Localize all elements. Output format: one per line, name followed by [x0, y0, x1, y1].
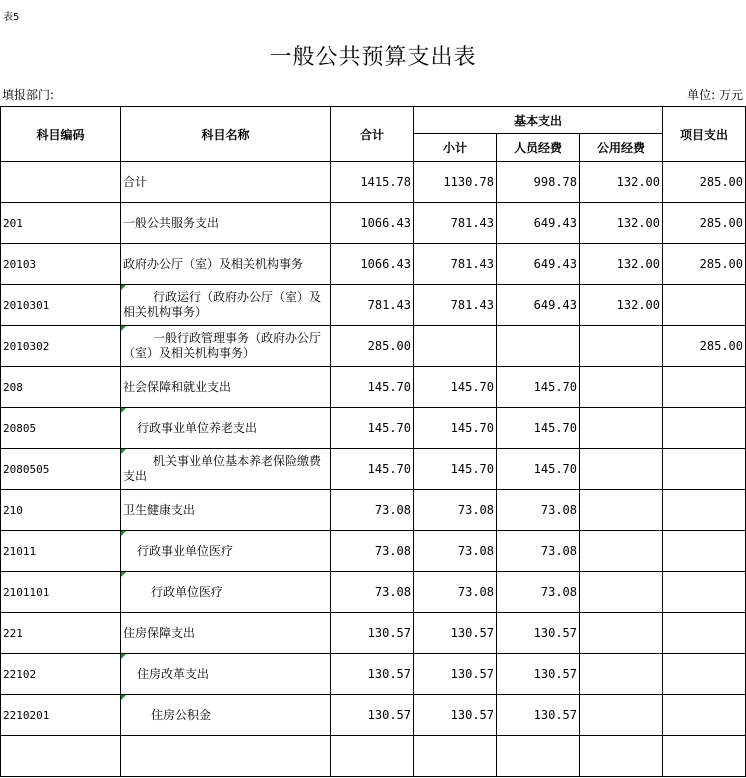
- unit-label: 单位: 万元: [687, 88, 743, 102]
- row-name: 机关事业单位基本养老保险缴费支出: [121, 449, 331, 490]
- row-subtotal: [414, 736, 497, 777]
- row-personnel: 130.57: [497, 613, 580, 654]
- row-public: [580, 326, 663, 367]
- table-row: [1, 244, 746, 285]
- row-total: 1066.43: [331, 203, 414, 244]
- row-name: 行政事业单位养老支出: [121, 408, 331, 449]
- row-project: [663, 490, 746, 531]
- row-public: [580, 572, 663, 613]
- row-subtotal: 73.08: [414, 531, 497, 572]
- row-total: 130.57: [331, 695, 414, 736]
- row-name: 行政单位医疗: [121, 572, 331, 613]
- row-project: [663, 408, 746, 449]
- row-personnel: 649.43: [497, 244, 580, 285]
- row-name: 社会保障和就业支出: [121, 367, 331, 408]
- row-public: 132.00: [580, 285, 663, 326]
- row-code: 21011: [1, 531, 121, 572]
- budget-table: [0, 106, 746, 777]
- row-code: 2101101: [1, 572, 121, 613]
- row-code: 2210201: [1, 695, 121, 736]
- row-personnel: 73.08: [497, 531, 580, 572]
- row-public: [580, 531, 663, 572]
- row-subtotal: [414, 326, 497, 367]
- row-subtotal: 1130.78: [414, 162, 497, 203]
- row-public: 132.00: [580, 203, 663, 244]
- row-project: [663, 367, 746, 408]
- row-personnel: 145.70: [497, 367, 580, 408]
- row-project: 285.00: [663, 162, 746, 203]
- row-total: [331, 736, 414, 777]
- row-project: [663, 613, 746, 654]
- page-title: 一般公共预算支出表: [269, 45, 477, 70]
- row-project: [663, 285, 746, 326]
- table-tag: 表5: [3, 12, 20, 23]
- table-row: [1, 695, 746, 736]
- row-code: 210: [1, 490, 121, 531]
- row-public: 132.00: [580, 244, 663, 285]
- row-code: 2010302: [1, 326, 121, 367]
- table-row: [1, 490, 746, 531]
- header-project: 项目支出: [663, 107, 746, 162]
- row-code: 22102: [1, 654, 121, 695]
- row-project: 285.00: [663, 244, 746, 285]
- table-row: [1, 367, 746, 408]
- row-total: 1415.78: [331, 162, 414, 203]
- row-subtotal: 73.08: [414, 490, 497, 531]
- table-row: [1, 572, 746, 613]
- row-name: 行政事业单位医疗: [121, 531, 331, 572]
- row-code: [1, 162, 121, 203]
- row-total: 1066.43: [331, 244, 414, 285]
- row-personnel: 73.08: [497, 490, 580, 531]
- row-total: 73.08: [331, 531, 414, 572]
- row-code: 20805: [1, 408, 121, 449]
- table-row: [1, 613, 746, 654]
- row-personnel: 130.57: [497, 695, 580, 736]
- table-row: [1, 326, 746, 367]
- row-project: [663, 736, 746, 777]
- row-project: [663, 531, 746, 572]
- row-name: 政府办公厅（室）及相关机构事务: [121, 244, 331, 285]
- row-code: 2080505: [1, 449, 121, 490]
- row-total: 781.43: [331, 285, 414, 326]
- header-public: 公用经费: [580, 134, 663, 162]
- row-public: [580, 736, 663, 777]
- row-code: 201: [1, 203, 121, 244]
- row-subtotal: 73.08: [414, 572, 497, 613]
- row-name: 行政运行（政府办公厅（室）及相关机构事务）: [121, 285, 331, 326]
- row-name: 住房公积金: [121, 695, 331, 736]
- row-subtotal: 781.43: [414, 285, 497, 326]
- row-public: [580, 695, 663, 736]
- row-public: 132.00: [580, 162, 663, 203]
- header-personnel: 人员经费: [497, 134, 580, 162]
- row-public: [580, 490, 663, 531]
- row-name: 卫生健康支出: [121, 490, 331, 531]
- row-personnel: 649.43: [497, 203, 580, 244]
- row-public: [580, 449, 663, 490]
- row-subtotal: 781.43: [414, 203, 497, 244]
- row-personnel: 145.70: [497, 449, 580, 490]
- row-personnel: [497, 736, 580, 777]
- table-row: [1, 654, 746, 695]
- row-subtotal: 130.57: [414, 695, 497, 736]
- row-code: 2010301: [1, 285, 121, 326]
- header-name: 科目名称: [121, 107, 331, 162]
- row-public: [580, 367, 663, 408]
- row-project: [663, 654, 746, 695]
- row-subtotal: 130.57: [414, 613, 497, 654]
- row-code: 221: [1, 613, 121, 654]
- row-personnel: 998.78: [497, 162, 580, 203]
- row-total: 145.70: [331, 408, 414, 449]
- row-project: 285.00: [663, 326, 746, 367]
- row-personnel: 73.08: [497, 572, 580, 613]
- row-subtotal: 145.70: [414, 408, 497, 449]
- header-code: 科目编码: [1, 107, 121, 162]
- row-public: [580, 654, 663, 695]
- row-name: 合计: [121, 162, 331, 203]
- row-personnel: [497, 326, 580, 367]
- row-total: 73.08: [331, 572, 414, 613]
- row-public: [580, 408, 663, 449]
- row-code: 20103: [1, 244, 121, 285]
- row-personnel: 145.70: [497, 408, 580, 449]
- row-code: 208: [1, 367, 121, 408]
- row-subtotal: 130.57: [414, 654, 497, 695]
- row-project: [663, 572, 746, 613]
- row-name: [121, 736, 331, 777]
- header-total: 合计: [331, 107, 414, 162]
- row-total: 130.57: [331, 613, 414, 654]
- table-row: [1, 531, 746, 572]
- row-total: 130.57: [331, 654, 414, 695]
- row-total: 145.70: [331, 449, 414, 490]
- header-subtotal: 小计: [414, 134, 497, 162]
- header-basic: 基本支出: [414, 107, 663, 134]
- table-row: [1, 408, 746, 449]
- table-row: [1, 736, 746, 777]
- row-subtotal: 781.43: [414, 244, 497, 285]
- row-name: 住房保障支出: [121, 613, 331, 654]
- row-personnel: 649.43: [497, 285, 580, 326]
- row-total: 73.08: [331, 490, 414, 531]
- row-project: [663, 449, 746, 490]
- table-row: [1, 285, 746, 326]
- row-subtotal: 145.70: [414, 449, 497, 490]
- row-total: 145.70: [331, 367, 414, 408]
- row-project: 285.00: [663, 203, 746, 244]
- table-row: [1, 162, 746, 203]
- table-row: [1, 203, 746, 244]
- row-total: 285.00: [331, 326, 414, 367]
- row-project: [663, 695, 746, 736]
- row-name: 一般行政管理事务（政府办公厅（室）及相关机构事务）: [121, 326, 331, 367]
- row-subtotal: 145.70: [414, 367, 497, 408]
- row-public: [580, 613, 663, 654]
- table-row: [1, 449, 746, 490]
- row-name: 住房改革支出: [121, 654, 331, 695]
- row-code: [1, 736, 121, 777]
- filler-label: 填报部门:: [2, 88, 55, 102]
- row-personnel: 130.57: [497, 654, 580, 695]
- row-name: 一般公共服务支出: [121, 203, 331, 244]
